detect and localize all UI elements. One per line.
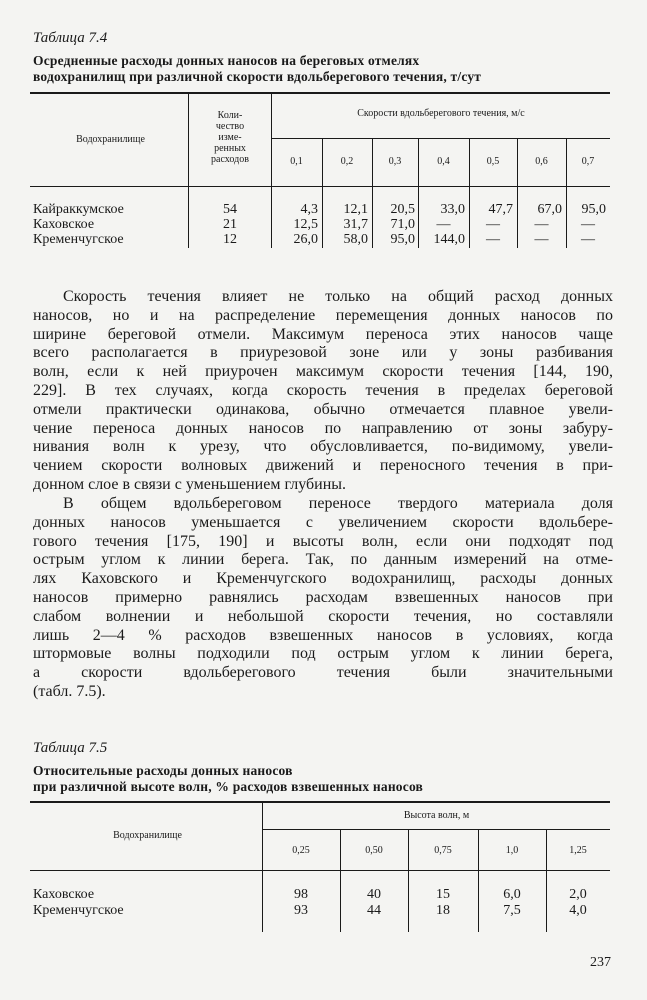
table-7-5-col-reservoir: Водохранилище	[113, 830, 182, 841]
table-7-5-title-line1: Относительные расходы донных наносов	[33, 763, 293, 778]
table-7-5-top-rule	[30, 801, 610, 803]
speed-header: 0,5	[486, 156, 500, 167]
table-7-5-title-line2: при различной высоте волн, % расходов взвешенных наносов	[33, 779, 424, 794]
speed-header: 0,6	[535, 156, 548, 167]
height-header: 1,0	[505, 845, 519, 856]
height-header: 1,25	[569, 845, 587, 856]
speed-header: 0,1	[290, 156, 303, 167]
table-7-5-caption: Таблица 7.5	[33, 740, 108, 756]
table-7-5-header-bottom-rule	[30, 870, 610, 871]
height-header: 0,50	[365, 845, 383, 856]
height-header: 0,75	[434, 845, 452, 856]
table-7-5-col-heights: Высота волн, м	[403, 810, 470, 821]
book-page: Таблица 7.4 Осредненные расходы донных наносов на береговых отмелях водохранилищ при различной скорости вдольберегового течения, т/сут Водохранилище Коли- чество изме- ренных расходов Скорости вдольберегового течения, м/с 0,1 0,2 0,3 0,4 0,5 0,6 0,7 Кайраккумское 54 4,3 12,1 20,5 33,0 47,7 67,0 95,0 Каховское 21 12,5 31,7 71,0 — — — — Кременчугское 12 26,0 58,0 95,0 144,0 — — — Скорость течения влияет не только на общий расход донных наносов, но и на распределение перемещения донных наносов по ширине береговой отмели. Максимум переноса этих наносов чаще всего располагается в приурезовой зоне или у зоны разбивания волн, если к ней приурочен максимум скорости течения [144, 190, 229]. В тех случаях, когда скорость течения в пределах береговой отмели практически одинакова, обычно отмечается плавное увели- чение переноса донных наносов по направлению от зоны забуру- нивания волн к урезу, что обусловливается, по-видимому, увели- чением скорости волновых движений и переносного течения в при- донном слое в связи с уменьшением глубины. В общем вдольбереговом переносе твердого материала доля донных наносов уменьшается с увеличением скорости вдольбере- гового течения [175, 190] и высоты волн, если они подходят под острым углом к линии берега. Так, по данным измерений на отме- лях Каховского и Кременчугского водохранилищ, расходы донных наносов примерно равнялись расходам взвешенных наносов при слабом волнении и небольшой скорости течения, но составляли лишь 2—4 % расходов взвешенных наносов в условиях, когда штормовые волны подходили под острым углом к линии берега, а скорости вдольберегового течения были значительными (табл. 7.5). Таблица 7.5 Относительные расходы донных наносов при различной высоте волн, % расходов взвешенных наносов Водохранилище Высота волн, м 0,25 0,50 0,75 1,0 1,25 Каховское 98 40 15 6,0 2,0 Кременчугское 93 44 18 7,5 4,0 237	[0, 0, 647, 1000]
body-paragraph-2: В общем вдольбереговом переносе твердого материала доля донных наносов уменьшается с увеличением скорости вдольбере- гового течения [175, 190] и высоты волн, если они подходят под острым углом к линии берега. Так, по данным измерений на отме- лях Каховского и Кременчугского водохранилищ, расходы донных наносов примерно равнялись расходам взвешенных наносов при слабом волнении и небольшой скорости течения, но составляли лишь 2—4 % расходов взвешенных наносов в условиях, когда штормовые волны подходили под острым углом к линии берега, а скорости вдольберегового течения были значительными (табл. 7.5).	[33, 495, 613, 700]
table-7-4-col-count: Коли- чество изме- ренных расходов	[211, 110, 249, 165]
table-7-4-title-line2: водохранилищ при различной скорости вдольберегового течения, т/сут	[33, 69, 482, 84]
body-paragraph-1: Скорость течения влияет не только на общий расход донных наносов, но и на распределение перемещения донных наносов по ширине береговой отмели. Максимум переноса этих наносов чаще всего располагается в приурезовой зоне или у зоны разбивания волн, если к ней приурочен максимум скорости течения [144, 190, 229]. В тех случаях, когда скорость течения в пределах береговой отмели практически одинакова, обычно отмечается плавное увели- чение переноса донных наносов по направлению от зоны забуру- нивания волн к урезу, что обусловливается, по-видимому, увели- чением скорости волновых движений и переносного течения в при- донном слое в связи с уменьшением глубины.	[33, 288, 613, 493]
table-7-4-top-rule	[30, 92, 610, 94]
table-7-4-caption: Таблица 7.4	[33, 30, 108, 46]
table-7-4-title-line1: Осредненные расходы донных наносов на береговых отмелях	[33, 53, 420, 68]
height-header: 0,25	[292, 845, 310, 856]
table-7-5-subheader-rule	[262, 829, 610, 830]
speed-header: 0,7	[581, 156, 595, 167]
speed-header: 0,2	[340, 156, 354, 167]
page-number: 237	[590, 955, 611, 970]
table-7-4-vline	[188, 93, 189, 248]
speed-header: 0,3	[388, 156, 402, 167]
speed-header: 0,4	[437, 156, 450, 167]
table-7-4-col-speeds: Скорости вдольберегового течения, м/с	[357, 108, 525, 119]
table-7-4-header-bottom-rule	[30, 186, 610, 187]
table-7-4-col-reservoir: Водохранилище	[76, 134, 145, 145]
